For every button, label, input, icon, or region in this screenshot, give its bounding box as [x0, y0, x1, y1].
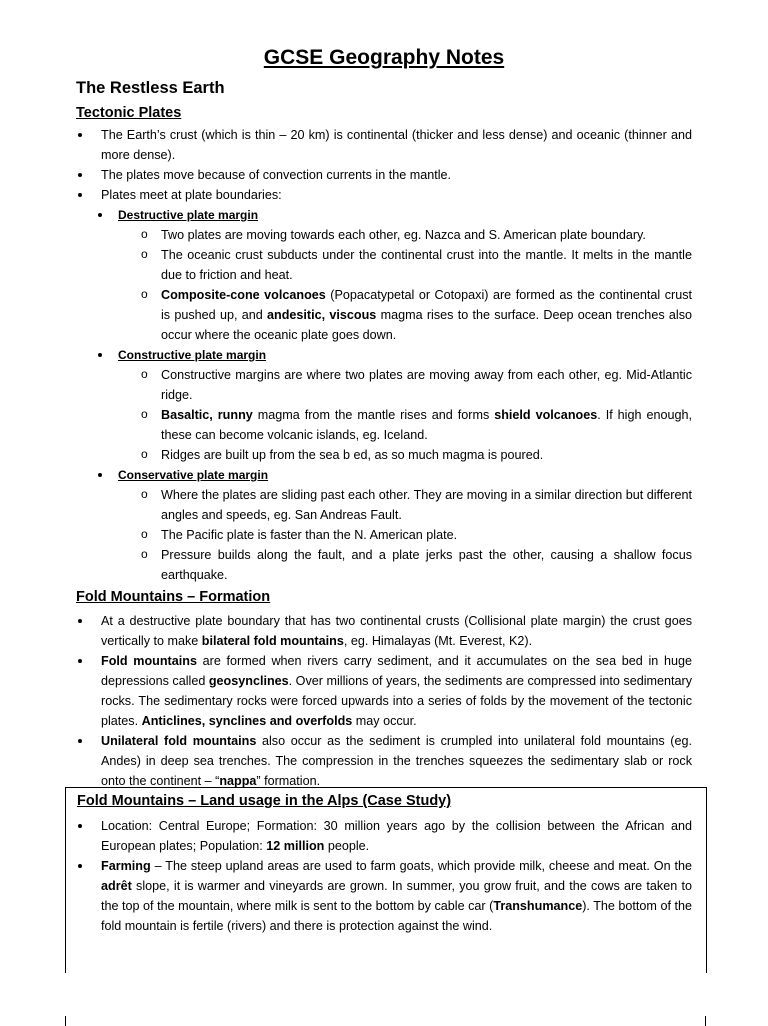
page-edge-mark [65, 1016, 66, 1026]
section-heading-restless-earth: The Restless Earth [76, 79, 225, 97]
sub-bullet: o Basaltic, runny magma from the mantle rises and forms shield volcanoes. If high enough, these can become volcanic islands, eg. Iceland. [140, 405, 692, 445]
bullet-item: Plates meet at plate boundaries: [76, 185, 692, 205]
case-study-box [65, 787, 707, 973]
bullet-item: Farming – The steep upland areas are used to farm goats, which provide milk, cheese and meat. On the adrêt slope, it is warmer and vineyards are grown. In summer, you grow fruit, and the cows are taken to the top of the mountain, where milk is sent to the bottom by cable car (Transhumance). The bottom of the fold mountain is fertile (rivers) and there is protection against the wind. [76, 856, 692, 936]
sub-bullet: o Constructive margins are where two plates are moving away from each other, eg. Mid-Atlantic ridge. [140, 365, 692, 405]
page-edge-mark [705, 1016, 706, 1026]
bold-term: Composite-cone volcanoes [161, 288, 326, 302]
bold-term: Transhumance [493, 899, 583, 913]
bold-term: adrêt [101, 879, 132, 893]
sub-bullet: o Pressure builds along the fault, and a plate jerks past the other, causing a shallow focus earthquake. [140, 545, 692, 585]
bold-term: andesitic, viscous [267, 308, 377, 322]
bullet-item: The plates move because of convection currents in the mantle. [76, 165, 692, 185]
sub-bullet: o Ridges are built up from the sea b ed, as so much magma is poured. [140, 445, 692, 465]
document-title: GCSE Geography Notes [263, 46, 505, 69]
bold-term: shield volcanoes [494, 408, 598, 422]
bold-term: 12 million [266, 839, 325, 853]
alps-section [76, 816, 692, 936]
subheading-fold-formation: Fold Mountains – Formation [76, 589, 271, 605]
bold-term: nappa [219, 774, 257, 788]
bold-term: Farming [101, 859, 151, 873]
subheading-alps-case-study: Fold Mountains – Land usage in the Alps (Case Study) [77, 793, 452, 809]
bold-term: bilateral fold mountains [201, 634, 344, 648]
bullet-item: Unilateral fold mountains also occur as the sediment is crumpled into unilateral fold mountains (eg. Andes) in deep sea trenches. The compression in the trenches squeezes the sedimentary slab or rock onto the continent – “nappa” formation. [76, 731, 692, 791]
bullet-item: Fold mountains are formed when rivers carry sediment, and it accumulates on the sea bed in huge depressions called geosynclines. Over millions of years, the sediments are compressed into sedimentary rocks. The sedimentary rocks were forced upwards into a series of folds by the movement of the tectonic plates. Anticlines, synclines and overfolds may occur. [76, 651, 692, 731]
subheading-tectonic-plates: Tectonic Plates [76, 105, 182, 121]
bold-term: geosynclines [208, 674, 289, 688]
subtopic-constructive: Constructive plate margin [97, 345, 692, 365]
destructive-margin-block [76, 205, 692, 345]
sub-bullet: o Two plates are moving towards each other, eg. Nazca and S. American plate boundary. [140, 225, 692, 245]
bold-term: Basaltic, runny [161, 408, 253, 422]
tectonic-plates-section [76, 125, 692, 585]
bullet-item: Location: Central Europe; Formation: 30 million years ago by the collision between the African and European plates; Population: 12 million people. [76, 816, 692, 856]
conservative-margin-block [76, 465, 692, 585]
bold-term: Fold mountains [101, 654, 197, 668]
bullet-item: The Earth’s crust (which is thin – 20 km) is continental (thicker and less dense) and oceanic (thinner and more dense). [76, 125, 692, 165]
fold-formation-section [76, 611, 692, 791]
subtopic-conservative: Conservative plate margin [97, 465, 692, 485]
bullet-item: At a destructive plate boundary that has two continental crusts (Collisional plate margin) the crust goes vertically to make bilateral fold mountains, eg. Himalayas (Mt. Everest, K2). [76, 611, 692, 651]
bold-term: Anticlines, synclines and overfolds [141, 714, 353, 728]
subtopic-destructive: Destructive plate margin [97, 205, 692, 225]
sub-bullet: o The Pacific plate is faster than the N. American plate. [140, 525, 692, 545]
bold-term: Unilateral fold mountains [101, 734, 257, 748]
sub-bullet: o The oceanic crust subducts under the continental crust into the mantle. It melts in the mantle due to friction and heat. [140, 245, 692, 285]
sub-bullet: o Composite-cone volcanoes (Popacatypetal or Cotopaxi) are formed as the continental crust is pushed up, and andesitic, viscous magma rises to the surface. Deep ocean trenches also occur where the oceanic plate goes down. [140, 285, 692, 345]
sub-bullet: o Where the plates are sliding past each other. They are moving in a similar direction but different angles and speeds, eg. San Andreas Fault. [140, 485, 692, 525]
constructive-margin-block [76, 345, 692, 465]
